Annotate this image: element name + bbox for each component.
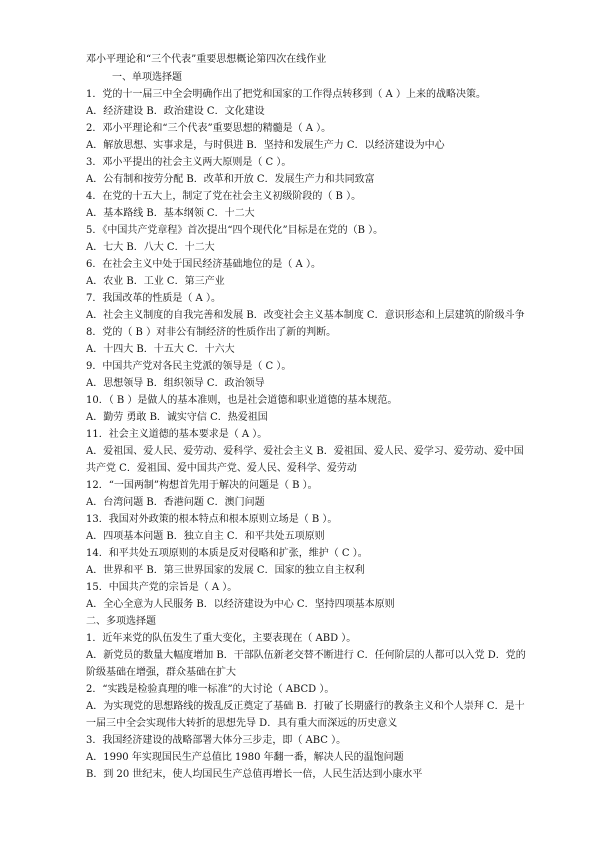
question-line: 4．在党的十五大上，制定了党在社会主义初级阶段的（ B ）。: [86, 191, 362, 202]
options-line: A．1990 年实现国民生产总值比 1980 年翻一番，解决人民的温饱问题: [86, 752, 404, 763]
question-line: 10．（ B ）是做人的基本准则，也是社会道德和职业道德的基本规范。: [86, 395, 398, 406]
document-content: [86, 51, 531, 783]
section-heading: 二、多项选择题: [86, 616, 156, 627]
options-line: A．新党员的数量大幅度增加 B．干部队伍新老交替不断进行 C．任何阶层的人都可以入党 D．党的阶级基础在增强，群众基础在扩大: [86, 650, 526, 678]
question-line: 1．党的十一届三中全会明确作出了把党和国家的工作得点转移到（ A ）上来的战略决策。: [86, 89, 486, 100]
question-line: 6．在社会主义中处于国民经济基础地位的是（ A ）。: [86, 259, 321, 270]
question-line: 1．近年来党的队伍发生了重大变化，主要表现在（ ABD ）。: [86, 633, 357, 644]
section-heading: 一、单项选择题: [112, 72, 182, 83]
question-line: 2．邓小平理论和“三个代表”重要思想的精髓是（ A ）。: [86, 123, 332, 134]
options-line: A．勤劳 勇敢 B．诚实守信 C．热爱祖国: [86, 412, 268, 423]
question-line: 14．和平共处五项原则的本质是反对侵略和扩张，维护（ C ）。: [86, 548, 368, 559]
options-line: A．基本路线 B．基本纲领 C．十二大: [86, 208, 255, 219]
options-line: A．四项基本问题 B．独立自主 C．和平共处五项原则: [86, 531, 325, 542]
question-line: 7．我国改革的性质是（ A ）。: [86, 293, 221, 304]
options-line: A．农业 B．工业 C．第三产业: [86, 276, 225, 287]
options-line: B．到 20 世纪末，使人均国民生产总值再增长一倍，人民生活达到小康水平: [86, 769, 423, 780]
question-line: 12．“一国两制”构想首先用于解决的问题是（ B ）。: [86, 480, 318, 491]
options-line: A．十四大 B．十五大 C．十六大: [86, 344, 235, 355]
options-line: A．全心全意为人民服务 B．以经济建设为中心 C．坚持四项基本原则: [86, 599, 395, 610]
options-line: A．社会主义制度的自我完善和发展 B．改变社会主义基本制度 C．意识形态和上层建筑的阶级斗争: [86, 310, 525, 321]
question-line: 11．社会主义道德的基本要求是（ A ）。: [86, 429, 268, 440]
options-line: A．世界和平 B．第三世界国家的发展 C．国家的独立自主权利: [86, 565, 365, 576]
question-line: 15．中国共产党的宗旨是（ A ）。: [86, 582, 238, 593]
options-line: A．思想领导 B．组织领导 C．政治领导: [86, 378, 265, 389]
options-line: A．爱祖国、爱人民、爱劳动、爱科学、爱社会主义 B．爱祖国、爱人民、爱学习、爱劳动、爱中国共产党 C．爱祖国、爱中国共产党、爱人民、爱科学、爱劳动: [86, 446, 524, 474]
question-line: 2．“实践是检验真理的唯一标准”的大讨论（ ABCD ）。: [86, 684, 335, 695]
document-title: 邓小平理论和“三个代表”重要思想概论第四次在线作业: [86, 54, 327, 65]
question-line: 3．我国经济建设的战略部署大体分三步走，即（ ABC ）。: [86, 735, 347, 746]
options-line: A．公有制和按劳分配 B．改革和开放 C．发展生产力和共同致富: [86, 174, 375, 185]
options-line: A．台湾问题 B．香港问题 C．澳门问题: [86, 497, 265, 508]
options-line: A．经济建设 B．政治建设 C．文化建设: [86, 106, 265, 117]
options-line: A．解放思想、实事求是，与时俱进 B．坚持和发展生产力 C．以经济建设为中心: [86, 140, 445, 151]
question-line: 8．党的（ B ）对非公有制经济的性质作出了新的判断。: [86, 327, 337, 338]
options-line: A．七大 B．八大 C．十二大: [86, 242, 215, 253]
question-line: 5．《中国共产党章程》首次提出“四个现代化”目标是在党的（B ）。: [86, 225, 384, 236]
question-line: 3．邓小平提出的社会主义两大原则是（ C ）。: [86, 157, 292, 168]
options-line: A．为实现党的思想路线的拨乱反正奠定了基础 B．打破了长期盛行的教条主义和个人崇拜 C．是十一届三中全会实现伟大转折的思想先导 D．具有重大而深远的历史意义: [86, 701, 525, 729]
question-line: 9．中国共产党对各民主党派的领导是（ C ）。: [86, 361, 292, 372]
question-line: 13．我国对外政策的根本特点和根本原则立场是（ B ）。: [86, 514, 338, 525]
